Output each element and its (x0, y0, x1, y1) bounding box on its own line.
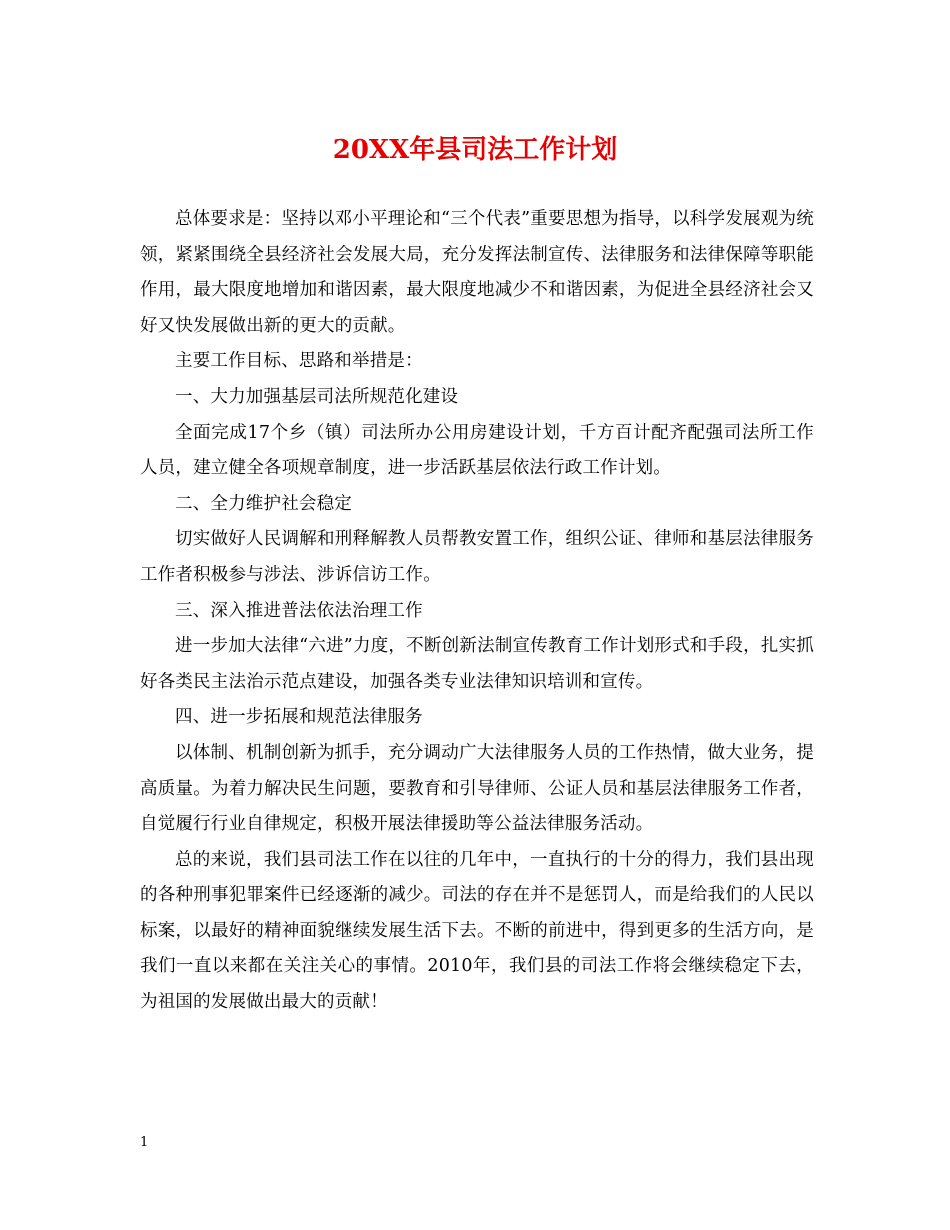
section-heading-1: 一、大力加强基层司法所规范化建设 (175, 386, 459, 407)
paragraph-general-requirements: 总体要求是：坚持以邓小平理论和“三个代表”重要思想为指导，以科学发展观为统领，紧紧围绕全县经济社会发展大局，充分发挥法制宣传、法律服务和法律保障等职能作用，最大限度地增加和谐因素，最大限度地减少不和谐因素，为促进全县经济社会又好又快发展做出新的更大的贡献。 (140, 209, 814, 336)
section-heading-2: 二、全力维护社会稳定 (175, 493, 352, 514)
paragraph-section-1: 全面完成17个乡（镇）司法所办公用房建设计划，千方百计配齐配强司法所工作人员，建立健全各项规章制度，进一步活跃基层依法行政工作计划。 (140, 422, 814, 479)
document-body (140, 202, 814, 1021)
section-heading-3: 三、深入推进普法依法治理工作 (175, 600, 423, 621)
paragraph-section-3: 进一步加大法律“六进”力度，不断创新法制宣传教育工作计划形式和手段，扎实抓好各类民主法治示范点建设，加强各类专业法律知识培训和宣传。 (140, 636, 814, 692)
paragraph-main-goals-intro: 主要工作目标、思路和举措是： (175, 351, 423, 372)
paragraph-conclusion: 总的来说，我们县司法工作在以往的几年中，一直执行的十分的得力，我们县出现的各种刑事犯罪案件已经逐渐的减少。司法的存在并不是惩罚人，而是给我们的人民以标案，以最好的精神面貌继续发展生活下去。不断的前进中，得到更多的生活方向，是我们一直以来都在关注关心的事情。2010年，我们县的司法工作将会继续稳定下去，为祖国的发展做出最大的贡献！ (140, 849, 814, 1013)
page-number: 1 (140, 1135, 149, 1150)
document-title: 20XX年县司法工作计划 (332, 135, 618, 165)
paragraph-section-4: 以体制、机制创新为抓手，充分调动广大法律服务人员的工作热情，做大业务，提高质量。为着力解决民生问题，要教育和引导律师、公证人员和基层法律服务工作者，自觉履行行业自律规定，积极开展法律援助等公益法律服务活动。 (140, 742, 814, 835)
section-heading-4: 四、进一步拓展和规范法律服务 (175, 707, 423, 728)
paragraph-section-2: 切实做好人民调解和刑释解教人员帮教安置工作，组织公证、律师和基层法律服务工作者积极参与涉法、涉诉信访工作。 (140, 529, 814, 585)
